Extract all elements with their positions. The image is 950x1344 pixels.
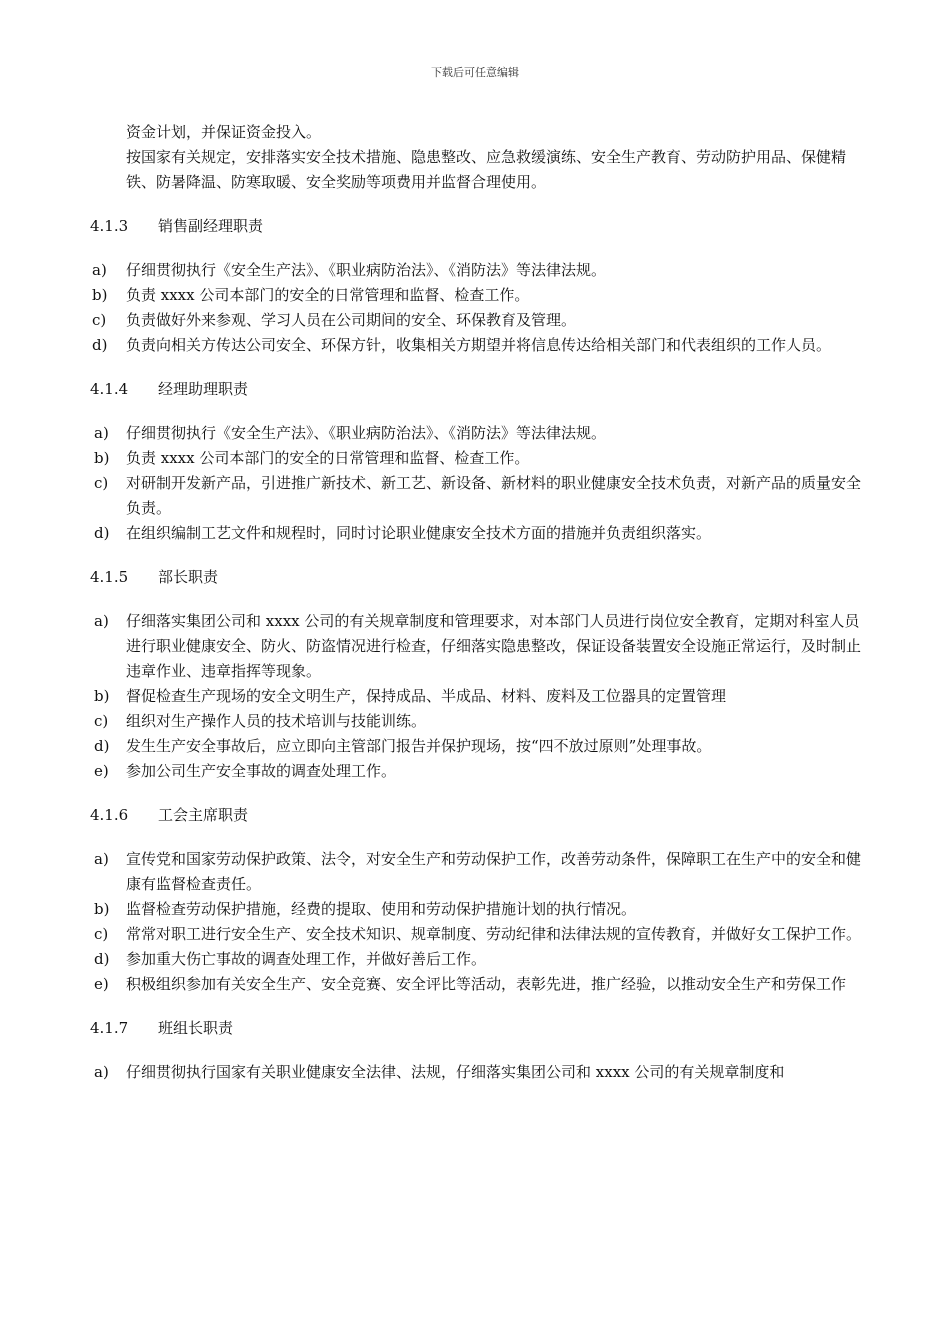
list-item: [90, 308, 862, 333]
section-number: 4.1.7: [90, 1019, 129, 1037]
list-item-text: 仔细贯彻执行国家有关职业健康安全法律、法规，仔细落实集团公司和 xxxx 公司的有关规章制度和: [126, 1063, 785, 1081]
list-item: [90, 446, 862, 471]
section-title: 销售副经理职责: [158, 217, 264, 235]
list-marker: d): [94, 737, 110, 755]
section-list-4-1-4: [90, 421, 862, 546]
list-marker: e): [94, 975, 109, 993]
section-list-4-1-5: [90, 609, 862, 784]
list-item: [90, 283, 862, 308]
intro-block: [90, 120, 862, 195]
list-marker: c): [94, 925, 109, 943]
list-item: [90, 1060, 862, 1085]
section-number: 4.1.5: [90, 568, 129, 586]
list-marker: a): [92, 261, 107, 279]
list-item: [90, 521, 862, 546]
section-heading-4-1-6: [90, 803, 862, 828]
section-list-4-1-7: [90, 1060, 862, 1085]
list-marker: d): [92, 336, 108, 354]
list-item-text: 对研制开发新产品，引进推广新技术、新工艺、新设备、新材料的职业健康安全技术负责，对新产品的质量安全负责。: [126, 474, 862, 517]
section-number: 4.1.4: [90, 380, 129, 398]
list-marker: c): [94, 712, 109, 730]
list-item: [90, 258, 862, 283]
section-number: 4.1.6: [90, 806, 129, 824]
page-header: 下载后可任意编辑: [431, 66, 519, 79]
list-marker: e): [94, 762, 109, 780]
list-item-text: 仔细贯彻执行《安全生产法》、《职业病防治法》、《消防法》等法律法规。: [126, 424, 607, 442]
list-item-text: 宣传党和国家劳动保护政策、法令，对安全生产和劳动保护工作，改善劳动条件，保障职工在生产中的安全和健康有监督检查责任。: [126, 850, 862, 893]
list-item-text: 积极组织参加有关安全生产、安全竞赛、安全评比等活动，表彰先进，推广经验，以推动安全生产和劳保工作: [126, 975, 847, 993]
list-item: [90, 847, 862, 897]
list-item-text: 负责 xxxx 公司本部门的安全的日常管理和监督、检查工作。: [126, 449, 530, 467]
section-list-4-1-6: [90, 847, 862, 997]
list-item-text: 监督检查劳动保护措施，经费的提取、使用和劳动保护措施计划的执行情况。: [126, 900, 637, 918]
list-marker: c): [94, 474, 109, 492]
list-item: [90, 471, 862, 521]
list-marker: b): [92, 286, 108, 304]
list-marker: a): [94, 850, 109, 868]
intro-line-1: 资金计划，并保证资金投入。: [126, 123, 322, 141]
list-marker: a): [94, 1063, 109, 1081]
list-item: [90, 972, 862, 997]
list-item-text: 发生生产安全事故后，应立即向主管部门报告并保护现场，按“四不放过原则”处理事故。: [126, 737, 712, 755]
list-marker: d): [94, 524, 110, 542]
list-item-text: 组织对生产操作人员的技术培训与技能训练。: [126, 712, 427, 730]
section-heading-4-1-3: [90, 214, 862, 239]
list-item-text: 参加重大伤亡事故的调查处理工作，并做好善后工作。: [126, 950, 487, 968]
list-item-text: 仔细落实集团公司和 xxxx 公司的有关规章制度和管理要求，对本部门人员进行岗位安全教育，定期对科室人员进行职业健康安全、防火、防盗情况进行检查，仔细落实隐患整改，保证设备装置安全设施正常运行，及时制止违章作业、违章指挥等现象。: [126, 612, 862, 680]
intro-line-2: 按国家有关规定，安排落实安全技术措施、隐患整改、应急救缓演练、安全生产教育、劳动防护用品、保健精铁、防暑降温、防寒取暖、安全奖励等项费用并监督合理使用。: [126, 148, 847, 191]
list-marker: a): [94, 612, 109, 630]
list-item: [90, 333, 862, 358]
section-heading-4-1-5: [90, 565, 862, 590]
section-title: 经理助理职责: [158, 380, 249, 398]
list-item: [90, 947, 862, 972]
list-item-text: 参加公司生产安全事故的调查处理工作。: [126, 762, 397, 780]
list-item: [90, 734, 862, 759]
document-body: [90, 120, 862, 1085]
list-item: [90, 897, 862, 922]
section-title: 班组长职责: [158, 1019, 234, 1037]
list-item: [90, 609, 862, 684]
section-title: 工会主席职责: [158, 806, 249, 824]
list-item-text: 负责向相关方传达公司安全、环保方针，收集相关方期望并将信息传达给相关部门和代表组织的工作人员。: [126, 336, 832, 354]
list-marker: c): [92, 311, 107, 329]
section-heading-4-1-4: [90, 377, 862, 402]
list-marker: b): [94, 900, 110, 918]
list-item: [90, 759, 862, 784]
list-marker: b): [94, 687, 110, 705]
list-item: [90, 684, 862, 709]
list-item: [90, 421, 862, 446]
list-marker: b): [94, 449, 110, 467]
list-item-text: 常常对职工进行安全生产、安全技术知识、规章制度、劳动纪律和法律法规的宣传教育，并做好女工保护工作。: [126, 925, 862, 943]
section-list-4-1-3: [90, 258, 862, 358]
list-marker: a): [94, 424, 109, 442]
list-item-text: 督促检查生产现场的安全文明生产，保持成品、半成品、材料、废料及工位器具的定置管理: [126, 687, 727, 705]
section-title: 部长职责: [158, 568, 219, 586]
list-item: [90, 709, 862, 734]
list-item-text: 负责做好外来参观、学习人员在公司期间的安全、环保教育及管理。: [126, 311, 577, 329]
list-item-text: 在组织编制工艺文件和规程时，同时讨论职业健康安全技术方面的措施并负责组织落实。: [126, 524, 712, 542]
section-heading-4-1-7: [90, 1016, 862, 1041]
list-item: [90, 922, 862, 947]
list-marker: d): [94, 950, 110, 968]
list-item-text: 仔细贯彻执行《安全生产法》、《职业病防治法》、《消防法》等法律法规。: [126, 261, 607, 279]
list-item-text: 负责 xxxx 公司本部门的安全的日常管理和监督、检查工作。: [126, 286, 530, 304]
section-number: 4.1.3: [90, 217, 129, 235]
